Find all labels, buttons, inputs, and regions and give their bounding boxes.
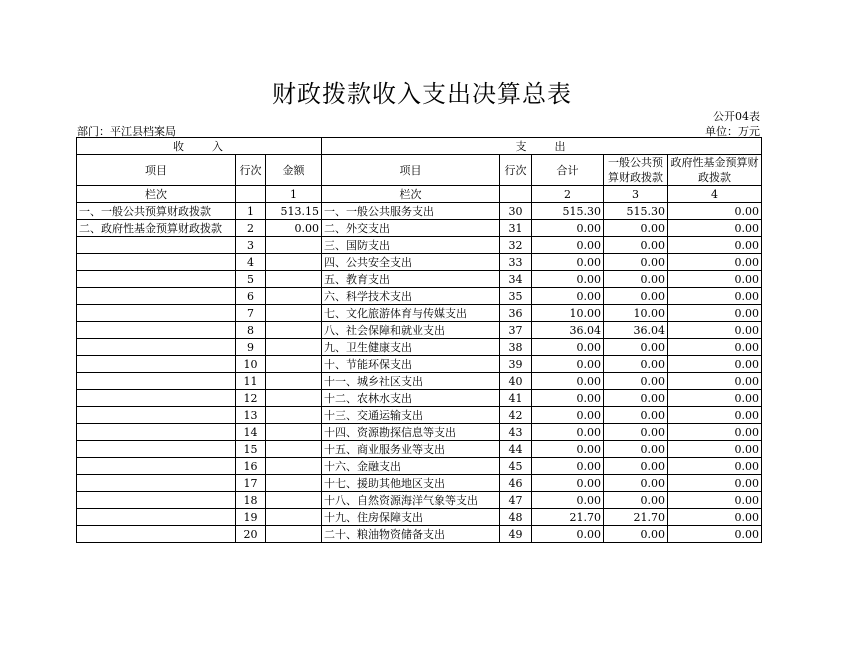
expense-general-cell: 10.00 [604, 305, 668, 322]
income-amount-cell [266, 441, 322, 458]
income-item-cell [77, 492, 236, 509]
expense-fund-cell: 0.00 [668, 475, 762, 492]
expense-general-cell: 0.00 [604, 271, 668, 288]
income-amount-cell [266, 509, 322, 526]
income-amount-cell [266, 407, 322, 424]
expense-general-cell: 0.00 [604, 390, 668, 407]
expense-item-cell: 十五、商业服务业等支出 [322, 441, 500, 458]
income-item-cell: 二、政府性基金预算财政拨款 [77, 220, 236, 237]
expense-item-cell: 八、社会保障和就业支出 [322, 322, 500, 339]
expense-total-cell: 10.00 [532, 305, 604, 322]
income-amount-header: 金额 [266, 155, 322, 186]
expense-line-cell: 46 [500, 475, 532, 492]
income-item-cell [77, 339, 236, 356]
table-row [77, 441, 762, 458]
expense-line-header: 行次 [500, 155, 532, 186]
fund-budget-header: 政府性基金预算财政拨款 [668, 155, 762, 186]
expense-line-cell: 33 [500, 254, 532, 271]
expense-total-cell: 0.00 [532, 237, 604, 254]
expense-col-line-blank [500, 186, 532, 203]
income-line-cell: 17 [236, 475, 266, 492]
column-header-row [77, 155, 762, 186]
expense-total-cell: 0.00 [532, 220, 604, 237]
expense-line-cell: 38 [500, 339, 532, 356]
expense-general-cell: 515.30 [604, 203, 668, 220]
expense-total-cell: 0.00 [532, 271, 604, 288]
form-code: 公开04表 [713, 110, 760, 123]
income-amount-cell [266, 322, 322, 339]
expense-line-cell: 43 [500, 424, 532, 441]
expense-item-cell: 十九、住房保障支出 [322, 509, 500, 526]
expense-general-cell: 0.00 [604, 424, 668, 441]
expense-general-cell: 0.00 [604, 407, 668, 424]
expense-fund-cell: 0.00 [668, 271, 762, 288]
expense-total-cell: 0.00 [532, 424, 604, 441]
expense-item-cell: 十六、金融支出 [322, 458, 500, 475]
expense-general-cell: 0.00 [604, 458, 668, 475]
expense-total-cell: 0.00 [532, 339, 604, 356]
expense-general-cell: 0.00 [604, 339, 668, 356]
expense-item-cell: 二、外交支出 [322, 220, 500, 237]
expense-fund-cell: 0.00 [668, 322, 762, 339]
income-line-cell: 18 [236, 492, 266, 509]
expense-general-cell: 0.00 [604, 220, 668, 237]
income-amount-cell [266, 526, 322, 543]
expense-line-cell: 36 [500, 305, 532, 322]
expense-general-cell: 0.00 [604, 526, 668, 543]
table-row [77, 237, 762, 254]
table-row [77, 407, 762, 424]
income-amount-cell [266, 492, 322, 509]
income-line-cell: 6 [236, 288, 266, 305]
income-amount-cell [266, 475, 322, 492]
expense-item-cell: 十三、交通运输支出 [322, 407, 500, 424]
income-line-cell: 10 [236, 356, 266, 373]
table-row [77, 492, 762, 509]
income-line-cell: 19 [236, 509, 266, 526]
income-item-cell [77, 373, 236, 390]
expense-item-cell: 三、国防支出 [322, 237, 500, 254]
expense-item-cell: 二十、粮油物资储备支出 [322, 526, 500, 543]
general-budget-header: 一般公共预算财政拨款 [604, 155, 668, 186]
expense-general-cell: 21.70 [604, 509, 668, 526]
section-header-row [77, 138, 762, 155]
expense-section-header: 支 出 [322, 138, 762, 155]
expense-general-cell: 0.00 [604, 492, 668, 509]
col-4: 4 [668, 186, 762, 203]
table-row [77, 203, 762, 220]
income-line-cell: 12 [236, 390, 266, 407]
income-amount-cell [266, 390, 322, 407]
income-item-cell [77, 271, 236, 288]
expense-fund-cell: 0.00 [668, 424, 762, 441]
expense-total-cell: 515.30 [532, 203, 604, 220]
table-row [77, 356, 762, 373]
income-amount-cell [266, 458, 322, 475]
income-line-cell: 9 [236, 339, 266, 356]
table-row [77, 288, 762, 305]
expense-line-cell: 41 [500, 390, 532, 407]
income-line-cell: 11 [236, 373, 266, 390]
col-3: 3 [604, 186, 668, 203]
expense-item-cell: 九、卫生健康支出 [322, 339, 500, 356]
expense-item-header: 项目 [322, 155, 500, 186]
expense-fund-cell: 0.00 [668, 339, 762, 356]
income-line-cell: 4 [236, 254, 266, 271]
expense-fund-cell: 0.00 [668, 254, 762, 271]
income-item-cell [77, 390, 236, 407]
expense-line-cell: 37 [500, 322, 532, 339]
income-amount-cell [266, 373, 322, 390]
expense-line-cell: 44 [500, 441, 532, 458]
expense-item-cell: 十四、资源勘探信息等支出 [322, 424, 500, 441]
expense-fund-cell: 0.00 [668, 305, 762, 322]
expense-fund-cell: 0.00 [668, 203, 762, 220]
expense-general-cell: 0.00 [604, 356, 668, 373]
income-line-cell: 16 [236, 458, 266, 475]
income-amount-cell [266, 424, 322, 441]
page-title: 财政拨款收入支出决算总表 [272, 80, 572, 108]
income-amount-cell [266, 305, 322, 322]
table-row [77, 339, 762, 356]
expense-item-cell: 十八、自然资源海洋气象等支出 [322, 492, 500, 509]
expense-total-cell: 0.00 [532, 526, 604, 543]
income-item-cell [77, 305, 236, 322]
income-line-cell: 3 [236, 237, 266, 254]
income-line-cell: 1 [236, 203, 266, 220]
expense-item-cell: 七、文化旅游体育与传媒支出 [322, 305, 500, 322]
expense-total-cell: 0.00 [532, 356, 604, 373]
income-line-cell: 5 [236, 271, 266, 288]
expense-line-cell: 49 [500, 526, 532, 543]
income-amount-cell [266, 254, 322, 271]
income-item-cell [77, 509, 236, 526]
income-line-cell: 2 [236, 220, 266, 237]
table-row [77, 458, 762, 475]
table-row [77, 373, 762, 390]
expense-fund-cell: 0.00 [668, 441, 762, 458]
table-row [77, 390, 762, 407]
expense-line-cell: 42 [500, 407, 532, 424]
expense-general-cell: 0.00 [604, 373, 668, 390]
expense-item-cell: 十二、农林水支出 [322, 390, 500, 407]
income-line-cell: 8 [236, 322, 266, 339]
income-item-cell [77, 475, 236, 492]
expense-general-cell: 0.00 [604, 441, 668, 458]
expense-line-cell: 47 [500, 492, 532, 509]
expense-total-cell: 0.00 [532, 407, 604, 424]
income-item-cell [77, 322, 236, 339]
expense-line-cell: 35 [500, 288, 532, 305]
expense-fund-cell: 0.00 [668, 458, 762, 475]
income-col-line-blank [236, 186, 266, 203]
expense-item-cell: 六、科学技术支出 [322, 288, 500, 305]
expense-total-cell: 0.00 [532, 390, 604, 407]
expense-fund-cell: 0.00 [668, 526, 762, 543]
income-amount-cell: 0.00 [266, 220, 322, 237]
income-amount-cell [266, 288, 322, 305]
income-section-header: 收 入 [77, 138, 322, 155]
table-row [77, 509, 762, 526]
expense-item-cell: 一、一般公共服务支出 [322, 203, 500, 220]
table-row [77, 254, 762, 271]
expense-general-cell: 0.00 [604, 254, 668, 271]
expense-total-cell: 0.00 [532, 288, 604, 305]
expense-item-cell: 五、教育支出 [322, 271, 500, 288]
expense-total-cell: 0.00 [532, 492, 604, 509]
expense-fund-cell: 0.00 [668, 390, 762, 407]
table-row [77, 475, 762, 492]
table-row [77, 526, 762, 543]
income-amount-cell [266, 356, 322, 373]
income-item-cell [77, 424, 236, 441]
expense-item-cell: 四、公共安全支出 [322, 254, 500, 271]
income-line-cell: 15 [236, 441, 266, 458]
department-label: 部门：平江县档案局 [77, 125, 176, 138]
budget-table [76, 137, 762, 543]
expense-line-cell: 31 [500, 220, 532, 237]
expense-line-cell: 34 [500, 271, 532, 288]
income-line-cell: 20 [236, 526, 266, 543]
expense-general-cell: 0.00 [604, 475, 668, 492]
col-2: 2 [532, 186, 604, 203]
table-row [77, 220, 762, 237]
table-row [77, 424, 762, 441]
expense-fund-cell: 0.00 [668, 407, 762, 424]
expense-total-cell: 36.04 [532, 322, 604, 339]
income-item-cell [77, 237, 236, 254]
expense-item-cell: 十一、城乡社区支出 [322, 373, 500, 390]
expense-line-cell: 45 [500, 458, 532, 475]
income-line-header: 行次 [236, 155, 266, 186]
expense-fund-cell: 0.00 [668, 373, 762, 390]
expense-total-cell: 0.00 [532, 373, 604, 390]
expense-total-cell: 0.00 [532, 441, 604, 458]
income-col-label: 栏次 [77, 186, 236, 203]
income-item-cell: 一、一般公共预算财政拨款 [77, 203, 236, 220]
expense-line-cell: 40 [500, 373, 532, 390]
table-row [77, 322, 762, 339]
col-1: 1 [266, 186, 322, 203]
unit-label: 单位：万元 [705, 125, 760, 138]
expense-general-cell: 36.04 [604, 322, 668, 339]
income-item-cell [77, 356, 236, 373]
expense-general-cell: 0.00 [604, 288, 668, 305]
expense-general-cell: 0.00 [604, 237, 668, 254]
income-item-cell [77, 526, 236, 543]
income-line-cell: 7 [236, 305, 266, 322]
expense-fund-cell: 0.00 [668, 237, 762, 254]
expense-fund-cell: 0.00 [668, 288, 762, 305]
expense-fund-cell: 0.00 [668, 356, 762, 373]
income-item-cell [77, 288, 236, 305]
income-line-cell: 13 [236, 407, 266, 424]
expense-line-cell: 30 [500, 203, 532, 220]
income-item-cell [77, 441, 236, 458]
expense-line-cell: 39 [500, 356, 532, 373]
expense-fund-cell: 0.00 [668, 492, 762, 509]
income-item-cell [77, 254, 236, 271]
income-item-header: 项目 [77, 155, 236, 186]
expense-total-header: 合计 [532, 155, 604, 186]
expense-item-cell: 十七、援助其他地区支出 [322, 475, 500, 492]
expense-col-label: 栏次 [322, 186, 500, 203]
expense-fund-cell: 0.00 [668, 220, 762, 237]
income-item-cell [77, 458, 236, 475]
expense-fund-cell: 0.00 [668, 509, 762, 526]
income-line-cell: 14 [236, 424, 266, 441]
expense-item-cell: 十、节能环保支出 [322, 356, 500, 373]
table-row [77, 305, 762, 322]
table-row [77, 271, 762, 288]
column-index-row [77, 186, 762, 203]
income-amount-cell [266, 237, 322, 254]
expense-line-cell: 48 [500, 509, 532, 526]
income-amount-cell: 513.15 [266, 203, 322, 220]
expense-total-cell: 0.00 [532, 254, 604, 271]
income-amount-cell [266, 271, 322, 288]
income-item-cell [77, 407, 236, 424]
expense-line-cell: 32 [500, 237, 532, 254]
income-amount-cell [266, 339, 322, 356]
expense-total-cell: 0.00 [532, 475, 604, 492]
expense-total-cell: 21.70 [532, 509, 604, 526]
expense-total-cell: 0.00 [532, 458, 604, 475]
